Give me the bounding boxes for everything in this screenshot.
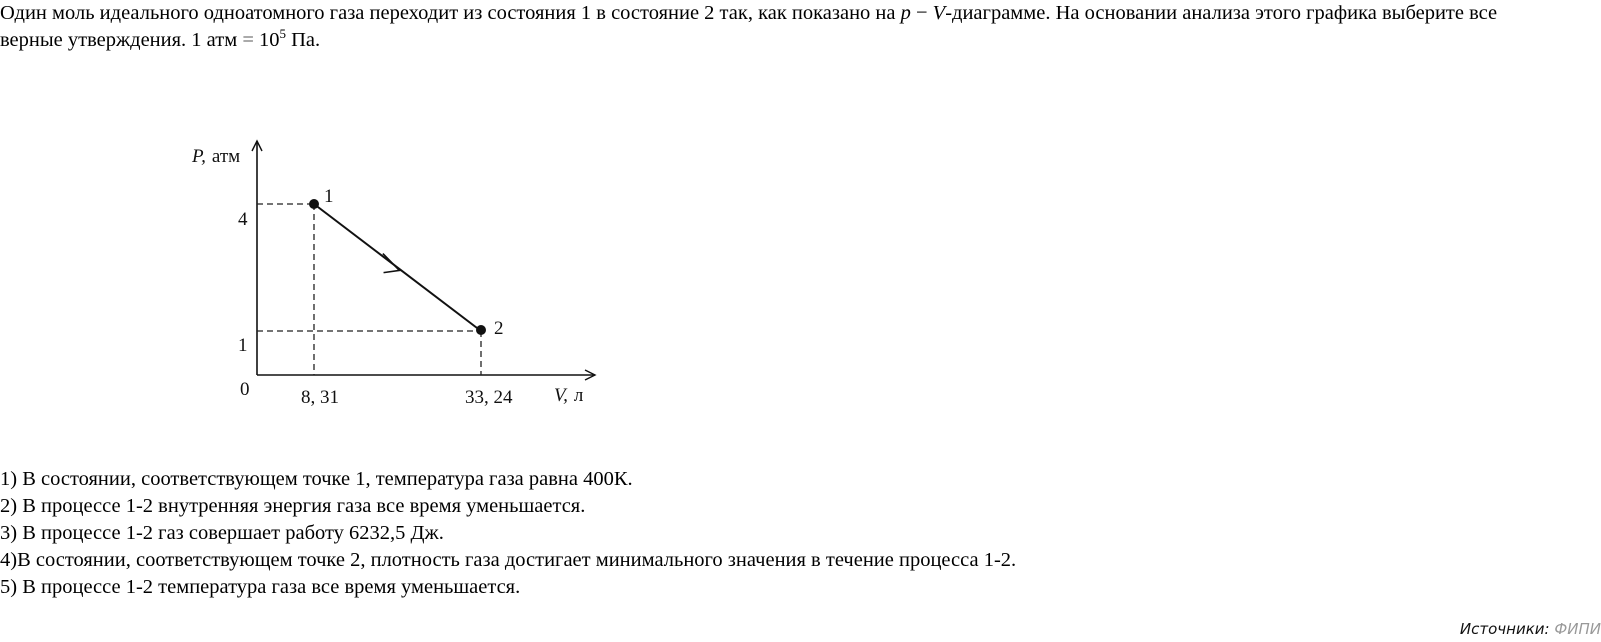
answer-options (0, 466, 1016, 601)
y-axis-label: P, атм (192, 146, 241, 167)
y-tick-1: 1 (238, 335, 248, 356)
question-part-1: Один моль идеального одноатомного газа переходит из состояния 1 в состояние 2 так, как показано на (0, 2, 901, 24)
option-4: 4)В состоянии, соответствующем точке 2, плотность газа достигает минимального значения в течение процесса 1-2. (0, 549, 1017, 571)
question-text (0, 0, 1540, 54)
math-equals: = (242, 29, 254, 51)
source-link[interactable]: ФИПИ (1554, 620, 1601, 638)
point-2-label: 2 (494, 318, 504, 339)
origin-label: 0 (240, 379, 250, 400)
math-p: p (900, 2, 911, 24)
question-part-2: -диаграмме. На основании анализа этого графика выберите все верные утверждения. 1 атм (0, 2, 1498, 51)
x-tick-33-24: 33, 24 (465, 387, 513, 408)
option-3: 3) В процессе 1-2 газ совершает работу 6232,5 Дж. (0, 522, 444, 544)
option-5: 5) В процессе 1-2 температура газа все время уменьшается. (0, 576, 521, 598)
y-tick-4: 4 (238, 209, 248, 230)
option-1: 1) В состоянии, соответствующем точке 1, температура газа равна 400К. (0, 468, 633, 490)
pv-diagram-svg (180, 130, 620, 420)
dashed-guides (257, 204, 481, 375)
point-1 (309, 199, 319, 209)
math-exponent: 5 (279, 26, 286, 41)
x-tick-8-31: 8, 31 (301, 387, 339, 408)
math-minus: − (910, 2, 933, 24)
source-line (1460, 620, 1601, 638)
math-v: V (932, 2, 946, 24)
option-2: 2) В процессе 1-2 внутренняя энергия газа все время уменьшается. (0, 495, 586, 517)
question-part-3: Па. (286, 29, 321, 51)
point-2 (476, 325, 486, 335)
source-label: Источники: (1459, 620, 1555, 638)
x-axis-label: V, л (554, 385, 584, 406)
math-base: 10 (253, 29, 280, 51)
point-1-label: 1 (324, 186, 334, 207)
pv-diagram (180, 130, 620, 420)
